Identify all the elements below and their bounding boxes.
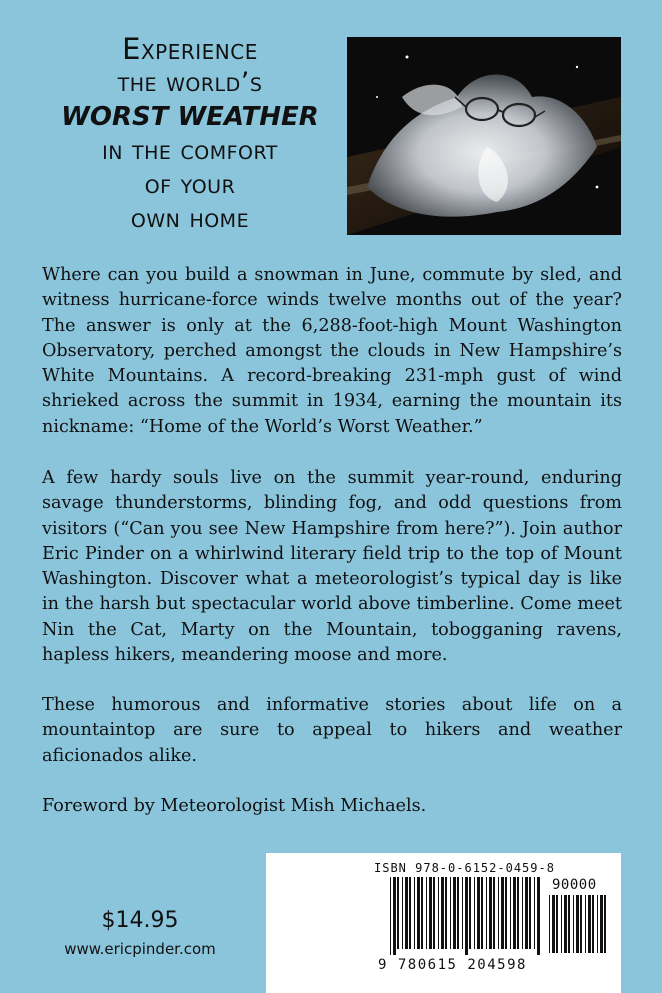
barcode-bar [573, 895, 574, 953]
barcode-bar [441, 877, 444, 949]
barcode-bar [585, 895, 586, 953]
barcode-bar [501, 877, 504, 949]
barcode-bar [453, 877, 456, 949]
barcode-bar [549, 895, 550, 953]
barcode-bar [469, 877, 471, 949]
barcode-bar [438, 877, 439, 949]
barcode-bar [510, 877, 511, 949]
barcode-bar [493, 877, 495, 949]
headline-line-1: Experience [122, 32, 258, 66]
barcode-bar [417, 877, 420, 949]
barcode-bar [421, 877, 423, 949]
glasses-on-ice-icon [347, 37, 621, 235]
barcode-bar [561, 895, 562, 953]
barcode-bar [588, 895, 591, 953]
barcode-bar [426, 877, 427, 949]
barcode-bar [525, 877, 528, 949]
barcode-bar [405, 877, 408, 949]
barcode-bar [402, 877, 403, 949]
barcode-bar [429, 877, 432, 949]
description-paragraph-2: A few hardy souls live on the summit year-round, enduring savage thunderstorms, blinding fog, and odd questions from visitors (“Can you see New Hampshire from here?”). Join author Eric Pinder on a whirlwind literary field trip to the top of Mount Washington. Discover what a meteorologist’s typical day is like in the harsh but spectacular world above timberline. Come meet Nin the Cat, Marty on the Mountain, tobogganing ravens, hapless hikers, meandering moose and more. [42, 468, 622, 666]
barcode-bar [433, 877, 435, 949]
barcode-bar [498, 877, 499, 949]
ean-barcode-bars [390, 877, 542, 955]
barcode-bar [522, 877, 523, 949]
foreword-credit: Foreword by Meteorologist Mish Michaels. [42, 796, 427, 816]
barcode-bar [537, 877, 540, 955]
barcode-bar [592, 895, 594, 953]
barcode-bar [534, 877, 535, 949]
barcode-bar [517, 877, 519, 949]
barcode-bar [414, 877, 415, 949]
headline-line-5: of your [144, 169, 236, 200]
barcode-bar [397, 877, 399, 949]
barcode-bar [568, 895, 570, 953]
barcode-bar [457, 877, 459, 949]
barcode-bar [489, 877, 492, 949]
barcode-bar [390, 877, 391, 955]
barcode-bar [393, 877, 396, 955]
barcode-bar [505, 877, 507, 949]
barcode-bar [477, 877, 480, 949]
barcode-bar [474, 877, 475, 949]
price-addon-number: 90000 [552, 877, 597, 893]
barcode-bar [600, 895, 603, 953]
barcode-bar [556, 895, 558, 953]
addon-barcode-bars [549, 895, 611, 953]
headline-line-2: the world’s [117, 67, 263, 98]
headline-line-4: in the comfort [102, 135, 278, 166]
headline-line-6: own home [130, 203, 250, 234]
barcode-bar [450, 877, 451, 949]
barcode-bar [580, 895, 582, 953]
barcode-bar [462, 877, 463, 949]
barcode-bar [604, 895, 606, 953]
barcode-bar [529, 877, 531, 949]
barcode-bar [576, 895, 579, 953]
barcode-bar [445, 877, 447, 949]
cover-photo [347, 37, 621, 235]
barcode-bar [409, 877, 411, 949]
website-url: www.ericpinder.com [64, 940, 216, 958]
description-paragraph-3: These humorous and informative stories about life on a mountaintop are sure to appeal to hikers and weather aficionados alike. [42, 695, 622, 766]
description-paragraph-1: Where can you build a snowman in June, commute by sled, and witness hurricane-force winds twelve months out of the year? The answer is only at the 6,288-foot-high Mount Washington Observatory, perched amongst the clouds in New Hampshire’s White Mountains. A record-breaking 231-mph gust of wind shrieked across the summit in 1934, earning the mountain its nickname: “Home of the World’s Worst Weather.” [42, 265, 622, 437]
barcode-bar [486, 877, 487, 949]
isbn-barcode [266, 853, 621, 993]
barcode-bar [552, 895, 555, 953]
ean-digits: 9 780615 204598 [378, 957, 527, 973]
barcode-bar [564, 895, 567, 953]
headline [40, 32, 340, 236]
price: $14.95 [101, 908, 179, 933]
barcode-bar [513, 877, 516, 949]
barcode-bar [465, 877, 468, 955]
barcode-bar [481, 877, 483, 949]
isbn-label: ISBN 978-0-6152-0459-8 [374, 861, 555, 875]
headline-emphasis: WORST WEATHER [61, 102, 319, 132]
barcode-bar [597, 895, 598, 953]
